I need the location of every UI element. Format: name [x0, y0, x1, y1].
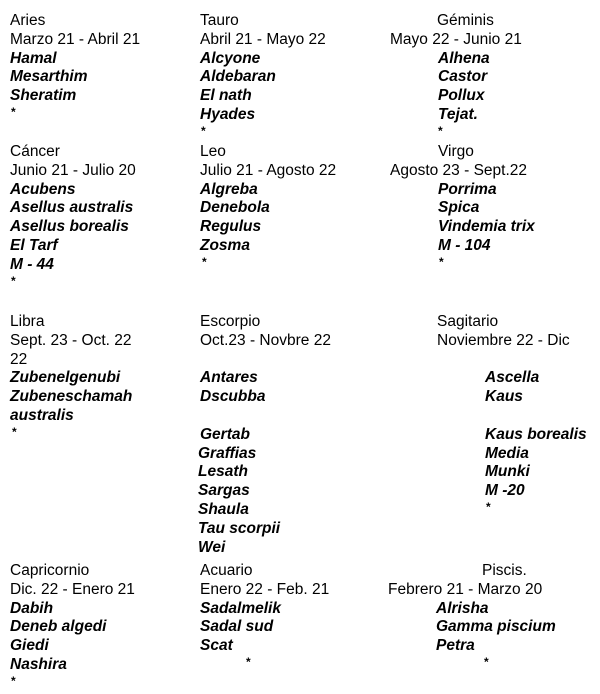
star-name: Mesarthim — [10, 68, 88, 86]
star-name: Ascella — [485, 369, 540, 387]
star-name: El nath — [200, 87, 252, 105]
asterisk-marker: * — [11, 273, 16, 288]
sign-name: Capricornio — [10, 562, 90, 579]
star-name: Asellus borealis — [10, 218, 129, 236]
sign-name: Acuario — [200, 562, 253, 579]
star-name: Hyades — [200, 105, 256, 123]
star-name: Alcyone — [200, 49, 261, 67]
asterisk-marker: * — [486, 499, 491, 514]
sign-name: Sagitario — [437, 313, 499, 330]
star-name: Porrima — [438, 180, 497, 198]
sign-name: Libra — [10, 313, 45, 330]
sign-dates: Noviembre 22 - Dic — [437, 331, 570, 349]
sign-virgo — [390, 143, 535, 268]
star-name: Algreba — [200, 180, 258, 198]
sign-acuario — [200, 562, 329, 668]
star-name: Sheratim — [10, 87, 77, 105]
asterisk-marker: * — [438, 123, 443, 138]
sign-dates: Agosto 23 - Sept.22 — [390, 161, 528, 179]
asterisk-marker: * — [201, 123, 206, 138]
star-name: Acubens — [10, 180, 76, 198]
sign-name: Cáncer — [10, 143, 60, 160]
sign-dates: Enero 22 - Feb. 21 — [200, 580, 330, 598]
star-name: Kaus — [485, 388, 523, 406]
star-name: Hamal — [10, 49, 57, 67]
star-name: M - 44 — [10, 255, 54, 273]
star-name: Antares — [200, 369, 258, 387]
star-name: Media — [485, 444, 529, 462]
star-name: Shaula — [198, 500, 249, 518]
star-name: M -20 — [485, 482, 525, 500]
sign-name: Leo — [200, 143, 226, 160]
star-name: Dscubba — [200, 388, 266, 406]
sign-name: Géminis — [437, 12, 494, 29]
sign-name: Piscis. — [482, 562, 527, 579]
sign-dates: Mayo 22 - Junio 21 — [390, 30, 522, 48]
star-name: Scat — [200, 637, 233, 655]
star-name: Petra — [436, 637, 475, 655]
star-name: Munki — [485, 463, 530, 481]
star-name: Dabih — [10, 599, 54, 617]
star-name: Castor — [438, 68, 488, 86]
star-name: Tejat. — [438, 105, 478, 123]
sign-leo — [200, 143, 336, 268]
sign-name: Aries — [10, 12, 46, 29]
star-name: Wei — [198, 538, 226, 556]
star-name: Zubeneschamah — [10, 388, 133, 406]
sign-dates: Marzo 21 - Abril 21 — [10, 30, 141, 48]
sign-dates: Febrero 21 - Marzo 20 — [388, 580, 543, 598]
star-name: Gertab — [200, 425, 250, 443]
sign-dates: Dic. 22 - Enero 21 — [10, 580, 135, 598]
sign-escorpio — [200, 313, 331, 557]
star-name: australis — [10, 406, 74, 424]
sign-piscis — [388, 562, 556, 668]
sign-dates: Abril 21 - Mayo 22 — [200, 30, 326, 48]
star-name: Gamma piscium — [436, 618, 556, 636]
sign-dates: Sept. 23 - Oct. 22 — [10, 331, 132, 349]
sign-aries — [10, 12, 140, 118]
star-name: Deneb algedi — [10, 618, 107, 636]
asterisk-marker: * — [12, 424, 17, 439]
asterisk-marker: * — [11, 104, 16, 119]
asterisk-marker: * — [11, 673, 16, 688]
star-name: Asellus australis — [10, 199, 134, 217]
star-name: Pollux — [438, 87, 485, 105]
star-name: Kaus borealis — [485, 425, 587, 443]
star-name: Spica — [438, 199, 480, 217]
star-name: Zubenelgenubi — [10, 369, 121, 387]
asterisk-marker: * — [246, 654, 251, 669]
sign-capricornio — [10, 562, 135, 687]
sign-name: Tauro — [200, 12, 239, 29]
star-name: Sadalmelik — [200, 599, 281, 617]
star-name: Nashira — [10, 655, 67, 673]
star-name: El Tarf — [10, 236, 58, 254]
star-name: Zosma — [200, 236, 250, 254]
sign-dates: Oct.23 - Novbre 22 — [200, 331, 331, 349]
asterisk-marker: * — [439, 254, 444, 269]
sign-libra — [10, 313, 132, 438]
star-name: Graffias — [198, 444, 257, 462]
sign-geminis — [390, 12, 522, 137]
asterisk-marker: * — [202, 254, 207, 269]
sign-sagitario — [437, 313, 587, 513]
star-name: Vindemia trix — [438, 218, 535, 236]
star-name: Alrisha — [436, 599, 489, 617]
star-name: Lesath — [198, 463, 248, 481]
sign-dates: Julio 21 - Agosto 22 — [200, 161, 337, 179]
star-name: Regulus — [200, 218, 262, 236]
sign-name: Escorpio — [200, 313, 261, 330]
star-name: Giedi — [10, 637, 49, 655]
sign-name: Virgo — [438, 143, 474, 160]
star-name: Sargas — [198, 482, 250, 500]
sign-dates: Junio 21 - Julio 20 — [10, 161, 136, 179]
star-name: Denebola — [200, 199, 270, 217]
star-name: M - 104 — [438, 236, 491, 254]
sign-dates-continuation: 22 — [10, 350, 28, 368]
asterisk-marker: * — [484, 654, 489, 669]
sign-cancer — [10, 143, 136, 287]
star-name: Sadal sud — [200, 618, 274, 636]
star-name: Aldebaran — [200, 68, 276, 86]
star-name: Tau scorpii — [198, 519, 281, 537]
sign-tauro — [200, 12, 326, 137]
star-name: Alhena — [438, 49, 490, 67]
